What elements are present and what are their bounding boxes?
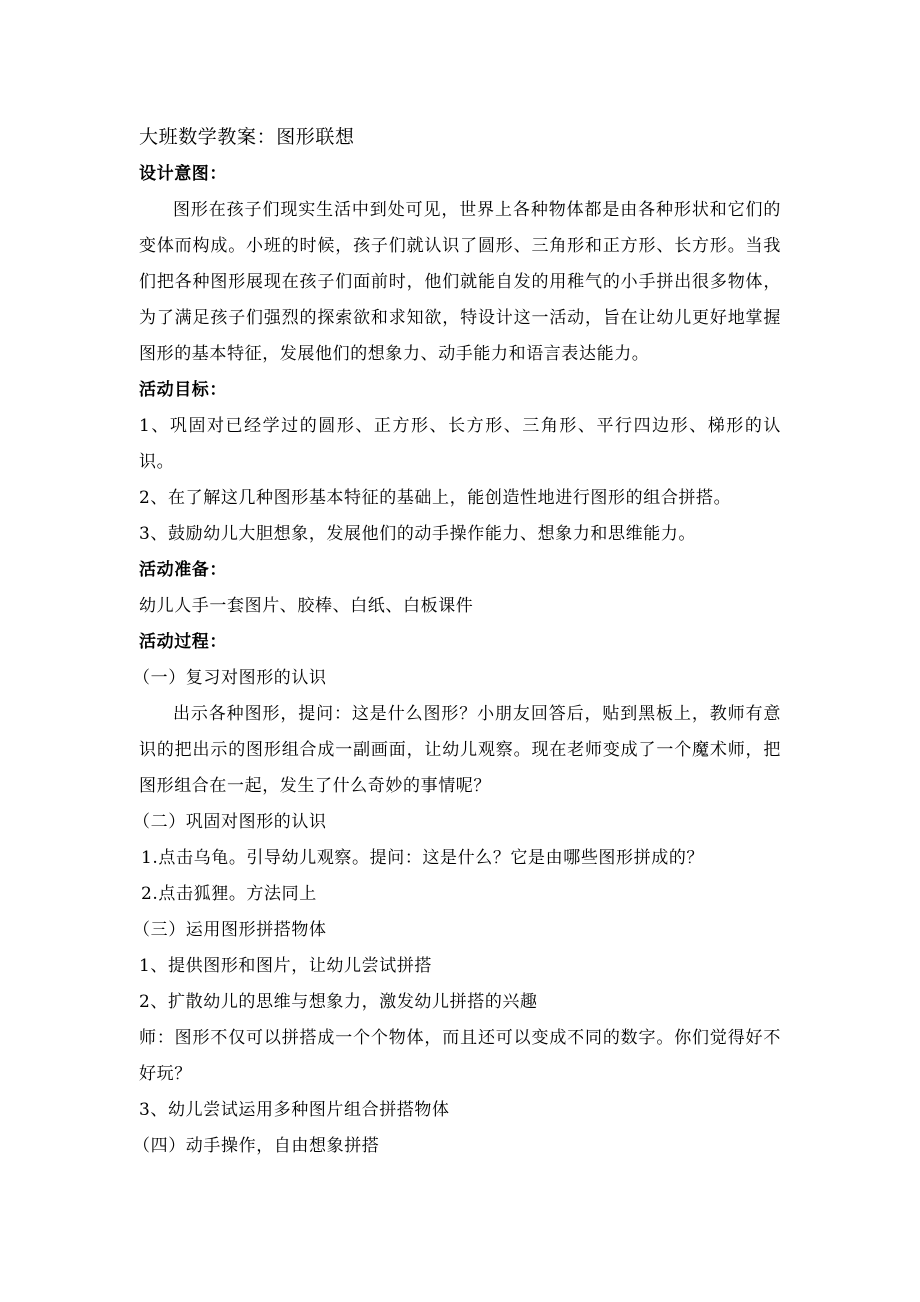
- prep-text: 幼儿人手一套图片、胶棒、白纸、白板课件: [139, 596, 474, 616]
- step-2-item-1: 1.点击乌龟。引导幼儿观察。提问：这是什么？它是由哪些图形拼成的？: [141, 848, 705, 868]
- intent-paragraph: 图形在孩子们现实生活中到处可见，世界上各种物体都是由各种形状和它们的变体而构成。小班的时候，孩子们就认识了圆形、三角形和正方形、长方形。当我们把各种图形展现在孩子们面前时，他们就能自发的用稚气的小手拼出很多物体，为了满足孩子们强烈的探索欲和求知欲，特设计这一活动，旨在让幼儿更好地掌握图形的基本特征，发展他们的想象力、动手能力和语言表达能力。: [139, 200, 781, 364]
- goal-item-2: 2、在了解这几种图形基本特征的基础上，能创造性地进行图形的组合拼搭。: [139, 488, 732, 508]
- step-3-item-2: 2、扩散幼儿的思维与想象力，激发幼儿拼搭的兴趣: [139, 992, 538, 1012]
- prep-heading: 活动准备：: [139, 560, 227, 580]
- document-title: 大班数学教案：图形联想: [139, 126, 355, 148]
- step-1-paragraph: 出示各种图形，提问：这是什么图形？小朋友回答后，贴到黑板上，教师有意识的把出示的图形组合成一副画面，让幼儿观察。现在老师变成了一个魔术师，把图形组合在一起，发生了什么奇妙的事情呢？: [139, 704, 781, 796]
- step-3-item-1: 1、提供图形和图片，让幼儿尝试拼搭: [139, 956, 433, 976]
- document-page: [133, 118, 781, 1164]
- goal-item-3: 3、鼓励幼儿大胆想象，发展他们的动手操作能力、想象力和思维能力。: [139, 524, 697, 544]
- step-3-item-3: 3、幼儿尝试运用多种图片组合拼搭物体: [139, 1100, 450, 1120]
- step-2-item-2: 2.点击狐狸。方法同上: [141, 884, 317, 904]
- step-4-title: （四）动手操作，自由想象拼搭: [133, 1136, 380, 1156]
- intent-heading: 设计意图：: [139, 164, 227, 184]
- step-2-title: （二）巩固对图形的认识: [133, 812, 327, 832]
- goal-item-1: 1、巩固对已经学过的圆形、正方形、长方形、三角形、平行四边形、梯形的认识。: [139, 416, 781, 472]
- step-3-title: （三）运用图形拼搭物体: [133, 920, 327, 940]
- goals-heading: 活动目标：: [139, 380, 227, 400]
- step-1-title: （一）复习对图形的认识: [133, 668, 327, 688]
- process-heading: 活动过程：: [139, 632, 227, 652]
- step-3-teacher-note: 师：图形不仅可以拼搭成一个个物体，而且还可以变成不同的数字。你们觉得好不好玩？: [139, 1028, 781, 1084]
